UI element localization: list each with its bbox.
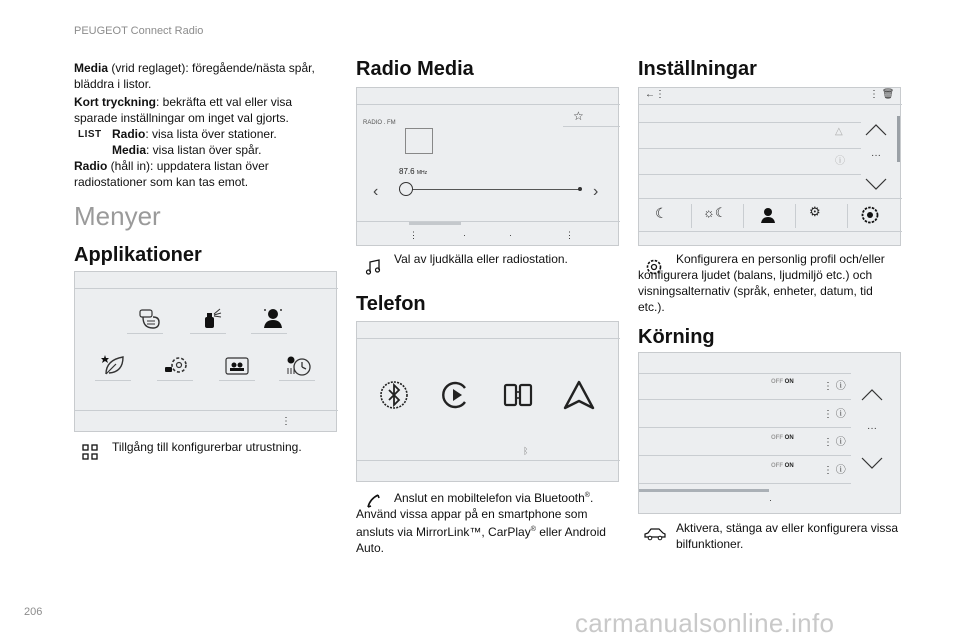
applikationer-heading: Applikationer	[74, 244, 202, 266]
toggle-3[interactable]	[771, 463, 794, 469]
installningar-heading: Inställningar	[638, 58, 757, 80]
grid-icon	[82, 444, 98, 460]
radio-text: : visa lista över stationer.	[145, 127, 277, 141]
settings-gear-icon[interactable]	[163, 354, 189, 378]
frequency-unit: MHz	[416, 170, 428, 176]
slider-end-dot	[578, 187, 582, 191]
radio-hold-text: (håll in): uppdatera listan över radiostationer som kan tas emot.	[74, 159, 269, 189]
bluetooth-status-icon: ᛒ	[523, 446, 529, 456]
system-settings-icon[interactable]: ⚙	[809, 204, 821, 219]
short-press-text: : bekräfta ett val eller visa sparade inställningar om inget val gjorts.	[74, 95, 293, 125]
intro-radio-line	[112, 126, 322, 142]
previous-station-icon[interactable]: ‹	[373, 183, 379, 200]
applikationer-screen	[74, 271, 337, 432]
radio-media-screen	[356, 87, 619, 246]
list-menu-icon[interactable]: ⋮	[409, 230, 418, 240]
tuning-slider-handle[interactable]	[399, 182, 413, 196]
korning-heading: Körning	[638, 326, 715, 348]
toggle-3-off: OFF	[771, 463, 783, 469]
telefon-caption-1: Anslut en mobiltelefon via Bluetooth	[394, 491, 585, 505]
info-menu-icon[interactable]: ⋮ ⓘ	[823, 465, 846, 476]
watermark: carmanualsonline.info	[575, 608, 835, 638]
media2-label: Media	[112, 143, 147, 157]
menyer-heading: Menyer	[74, 201, 161, 231]
brightness-icon[interactable]: ☼☾	[703, 205, 727, 220]
scroll-down-icon[interactable]	[865, 178, 887, 190]
car-info-icon[interactable]	[225, 356, 249, 376]
media-label: Media	[74, 61, 109, 75]
station-artwork	[405, 128, 433, 154]
scroll-up-icon[interactable]	[861, 389, 883, 401]
warning-icon: △	[835, 126, 843, 137]
scrollbar[interactable]	[897, 116, 900, 162]
installningar-screen	[638, 87, 901, 246]
scroll-up-icon[interactable]	[865, 124, 887, 136]
more-options-icon[interactable]: ⋮	[281, 416, 291, 427]
intro-media-paragraph	[74, 60, 324, 92]
audio-settings-icon[interactable]	[861, 206, 879, 224]
toggle-2[interactable]	[771, 435, 794, 441]
favorite-star-icon[interactable]: ☆	[573, 109, 584, 123]
dot-icon[interactable]: ·	[463, 230, 466, 240]
toggle-1-on: ON	[784, 379, 794, 385]
progress-bar	[639, 489, 769, 492]
page-number: 206	[24, 606, 43, 618]
installningar-caption: Konfigurera en personlig profil och/eller konfigurera ljudet (balans, ljudmiljö etc.) och visningsalternativ (språk, enheter, datum, tid etc.).	[638, 252, 885, 314]
korning-screen	[638, 352, 901, 514]
korning-caption: Aktivera, stänga av eller konfigurera vissa bilfunktioner.	[676, 521, 899, 551]
android-auto-icon[interactable]	[563, 380, 595, 410]
intro-media2-line	[112, 142, 322, 158]
back-arrow-icon[interactable]: ←⋮	[645, 89, 665, 100]
eco-icon[interactable]	[101, 352, 127, 378]
intro-short-press-paragraph	[74, 94, 324, 126]
radio-band-label: RADIO . FM	[363, 120, 396, 126]
radio-media-caption: Val av ljudkälla eller radiostation.	[394, 252, 568, 266]
dot-icon[interactable]: ·	[509, 230, 512, 240]
timer-icon[interactable]	[286, 354, 312, 378]
telefon-heading: Telefon	[356, 293, 426, 315]
night-mode-icon[interactable]: ☾	[655, 205, 668, 221]
toggle-1[interactable]	[771, 379, 794, 385]
telefon-screen	[356, 321, 619, 482]
car-icon	[644, 527, 666, 541]
options-menu-icon[interactable]: ⋮	[565, 230, 574, 240]
media2-text: : visa listan över spår.	[146, 143, 262, 157]
radio-media-heading: Radio Media	[356, 58, 474, 80]
mirrorlink-icon[interactable]	[503, 380, 533, 410]
next-station-icon[interactable]: ›	[593, 183, 599, 200]
messages-icon[interactable]	[137, 308, 163, 332]
profile-icon[interactable]	[759, 207, 777, 223]
telefon-caption-2: . Använd vissa appar på en smartphone som ansluts via MirrorLink™, CarPlay	[356, 491, 594, 539]
running-header: PEUGEOT Connect Radio	[74, 25, 204, 37]
telefon-caption-3: eller Android Auto.	[356, 525, 606, 555]
frequency-display	[399, 167, 427, 176]
registered-mark: ®	[584, 492, 590, 499]
frequency-value: 87.6	[399, 167, 415, 176]
telefon-caption	[356, 488, 618, 556]
driver-profile-icon[interactable]	[261, 306, 285, 330]
info-menu-icon[interactable]: ⋮ ⓘ	[823, 437, 846, 448]
toggle-2-off: OFF	[771, 435, 783, 441]
list-icon: LIST	[78, 129, 102, 140]
more-icon[interactable]: ···	[871, 150, 881, 161]
registered-mark-2: ®	[530, 526, 536, 533]
info-icon: ⓘ	[835, 156, 845, 167]
air-freshener-icon[interactable]	[200, 306, 224, 330]
intro-radio-hold-paragraph	[74, 158, 324, 190]
toggle-2-on: ON	[784, 435, 794, 441]
radio-label: Radio	[112, 127, 146, 141]
music-note-icon	[365, 259, 381, 275]
info-menu-icon[interactable]: ⋮ ⓘ	[823, 409, 846, 420]
bluetooth-icon[interactable]	[379, 380, 409, 410]
media-text: (vrid reglaget): föregående/nästa spår, bläddra i listor.	[74, 61, 315, 91]
carplay-icon[interactable]	[441, 380, 471, 410]
delete-icon[interactable]: ⋮ 🗑	[869, 89, 895, 100]
radio-hold-label: Radio	[74, 159, 108, 173]
info-menu-icon[interactable]: ⋮ ⓘ	[823, 381, 846, 392]
short-press-label: Kort tryckning	[74, 95, 157, 109]
toggle-1-off: OFF	[771, 379, 783, 385]
scroll-down-icon[interactable]	[861, 457, 883, 469]
more-icon[interactable]: ···	[867, 423, 877, 434]
dot-icon: ·	[769, 495, 772, 505]
tuning-slider-track[interactable]	[399, 189, 579, 190]
toggle-3-on: ON	[784, 463, 794, 469]
applikationer-caption: Tillgång till konfigurerbar utrustning.	[112, 440, 302, 454]
